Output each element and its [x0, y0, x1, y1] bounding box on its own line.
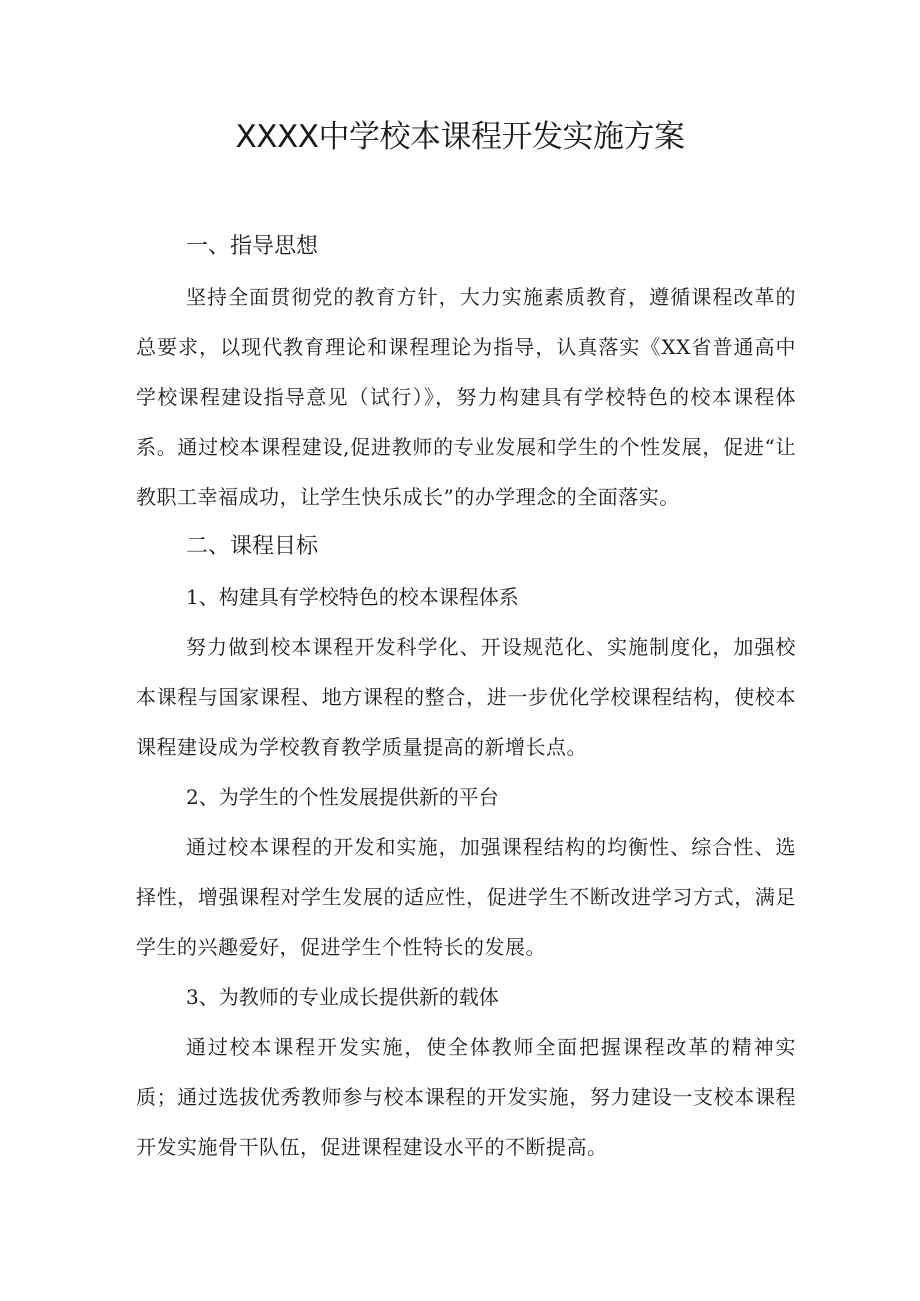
goal-2-title: 2、为学生的个性发展提供新的平台	[186, 785, 499, 809]
document-body	[136, 222, 796, 1172]
paragraph-guiding-ideology: 坚持全面贯彻党的教育方针，大力实施素质教育，遵循课程改革的总要求，以现代教育理论和课程理论为指导，认真落实《XX省普通高中学校课程建设指导意见（试行）》，努力构建具有学校特色的校本课程体系。通过校本课程建设,促进教师的专业发展和学生的个性发展，促进“让教职工幸福成功，让学生快乐成长”的办学理念的全面落实。	[136, 285, 796, 509]
goal-3-title: 3、为教师的专业成长提供新的载体	[186, 985, 499, 1009]
goal-3-paragraph: 通过校本课程开发实施，使全体教师全面把握课程改革的精神实质；通过选拔优秀教师参与校本课程的开发实施，努力建设一支校本课程开发实施骨干队伍，促进课程建设水平的不断提高。	[136, 1035, 796, 1159]
goal-2-paragraph: 通过校本课程的开发和实施，加强课程结构的均衡性、综合性、选择性，增强课程对学生发展的适应性，促进学生不断改进学习方式，满足学生的兴趣爱好，促进学生个性特长的发展。	[136, 835, 796, 959]
document-title: XXXX中学校本课程开发实施方案	[235, 119, 685, 155]
section-heading-guiding-ideology: 一、指导思想	[186, 234, 319, 259]
goal-1-paragraph: 努力做到校本课程开发科学化、开设规范化、实施制度化，加强校本课程与国家课程、地方课程的整合，进一步优化学校课程结构，使校本课程建设成为学校教育教学质量提高的新增长点。	[136, 635, 796, 759]
goal-1-title: 1、构建具有学校特色的校本课程体系	[186, 585, 519, 609]
section-heading-course-goals: 二、课程目标	[186, 534, 319, 559]
